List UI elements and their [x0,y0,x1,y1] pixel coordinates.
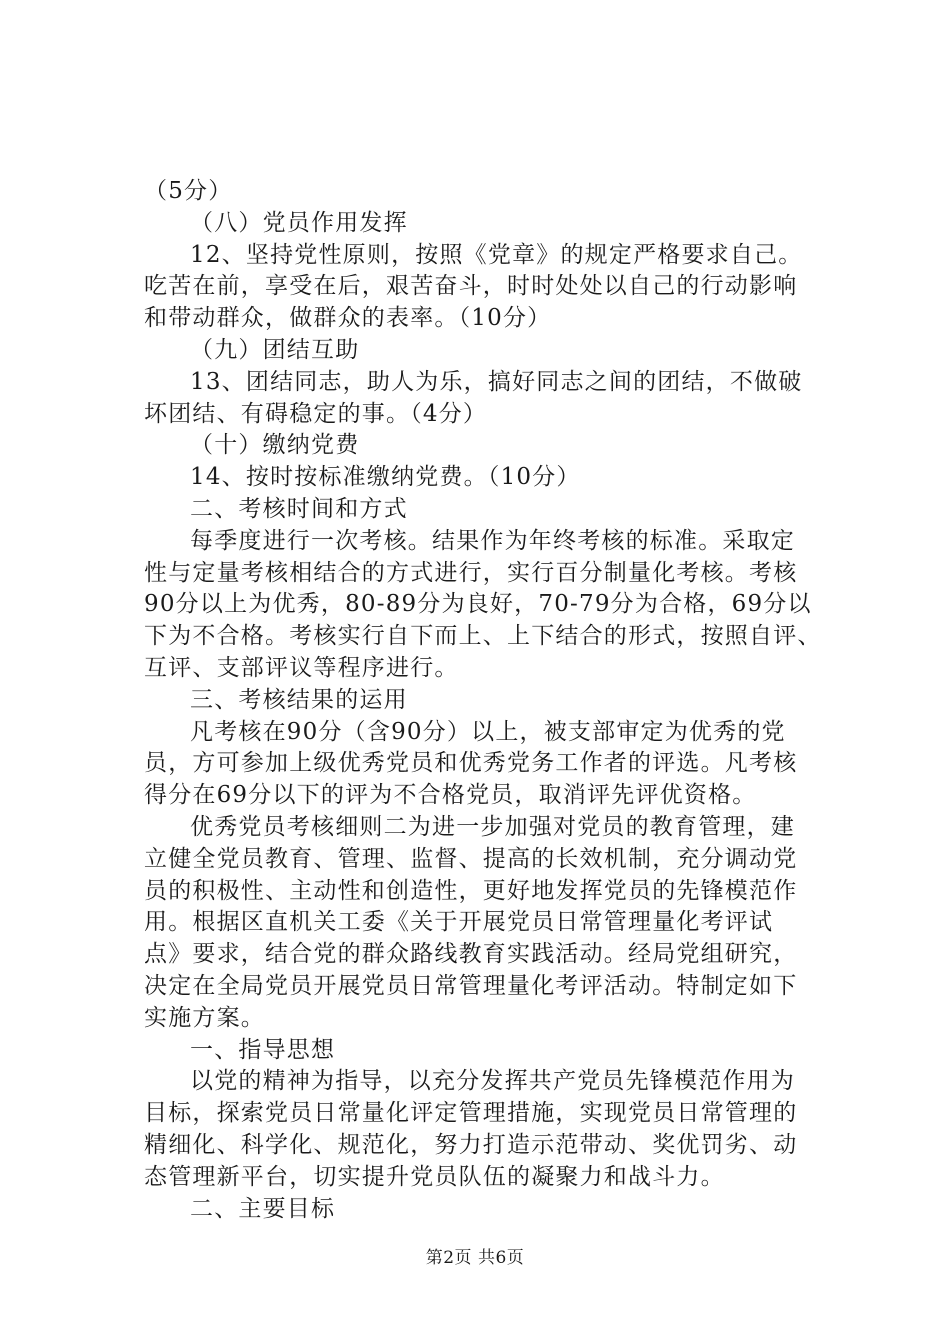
text-line: 一、指导思想 [190,1036,336,1063]
text-line: 员，方可参加上级优秀党员和优秀党务工作者的评选。凡考核 [144,750,798,777]
text-line: 态管理新平台，切实提升党员队伍的凝聚力和战斗力。 [144,1163,725,1190]
text-line: 三、考核结果的运用 [190,686,408,713]
text-line: 员的积极性、主动性和创造性，更好地发挥党员的先锋模范作 [144,877,798,904]
page-footer: 第2页 共6页 [425,1248,525,1268]
text-line: 13、团结同志，助人为乐，搞好同志之间的团结，不做破 [190,368,803,395]
text-line: 性与定量考核相结合的方式进行，实行百分制量化考核。考核 [144,559,798,586]
text-line: 二、考核时间和方式 [190,495,408,522]
text-line: 下为不合格。考核实行自下而上、上下结合的形式，按照自评、 [144,623,822,650]
text-line: （九）团结互助 [190,336,360,363]
document-body [144,176,844,1225]
text-line: 互评、支部评议等程序进行。 [144,654,459,681]
text-line: 凡考核在90分（含90分）以上，被支部审定为优秀的党 [190,718,786,745]
text-line: 90分以上为优秀，80-89分为良好，70-79分为合格，69分以 [144,591,812,618]
text-line: 立健全党员教育、管理、监督、提高的长效机制，充分调动党 [144,845,798,872]
text-line: 以党的精神为指导，以充分发挥共产党员先锋模范作用为 [190,1068,795,1095]
text-line: 实施方案。 [144,1004,265,1031]
text-line: 精细化、科学化、规范化，努力打造示范带动、奖优罚劣、动 [144,1131,798,1158]
text-line: 坏团结、有碍稳定的事。（4分） [144,400,488,427]
text-line: 得分在69分以下的评为不合格党员，取消评先评优资格。 [144,782,757,809]
text-line: 目标，探索党员日常量化评定管理措施，实现党员日常管理的 [144,1100,798,1127]
text-line: （八）党员作用发挥 [190,209,408,236]
text-line: 和带动群众，做群众的表率。（10分） [144,305,552,332]
text-line: 14、按时按标准缴纳党费。（10分） [190,464,581,491]
text-line: 决定在全局党员开展党员日常管理量化考评活动。特制定如下 [144,972,798,999]
text-line: 吃苦在前，享受在后，艰苦奋斗，时时处处以自己的行动影响 [144,273,798,300]
text-line: 12、坚持党性原则，按照《党章》的规定严格要求自己。 [190,241,803,268]
text-line: （十）缴纳党费 [190,432,360,459]
text-line: 优秀党员考核细则二为进一步加强对党员的教育管理，建 [190,813,795,840]
text-line: 点》要求，结合党的群众路线教育实践活动。经局党组研究， [144,941,798,968]
text-line: 二、主要目标 [190,1195,336,1222]
text-line: （5分） [144,178,233,204]
text-line: 每季度进行一次考核。结果作为年终考核的标准。采取定 [190,527,795,554]
text-line: 用。根据区直机关工委《关于开展党员日常管理量化考评试 [144,909,774,936]
